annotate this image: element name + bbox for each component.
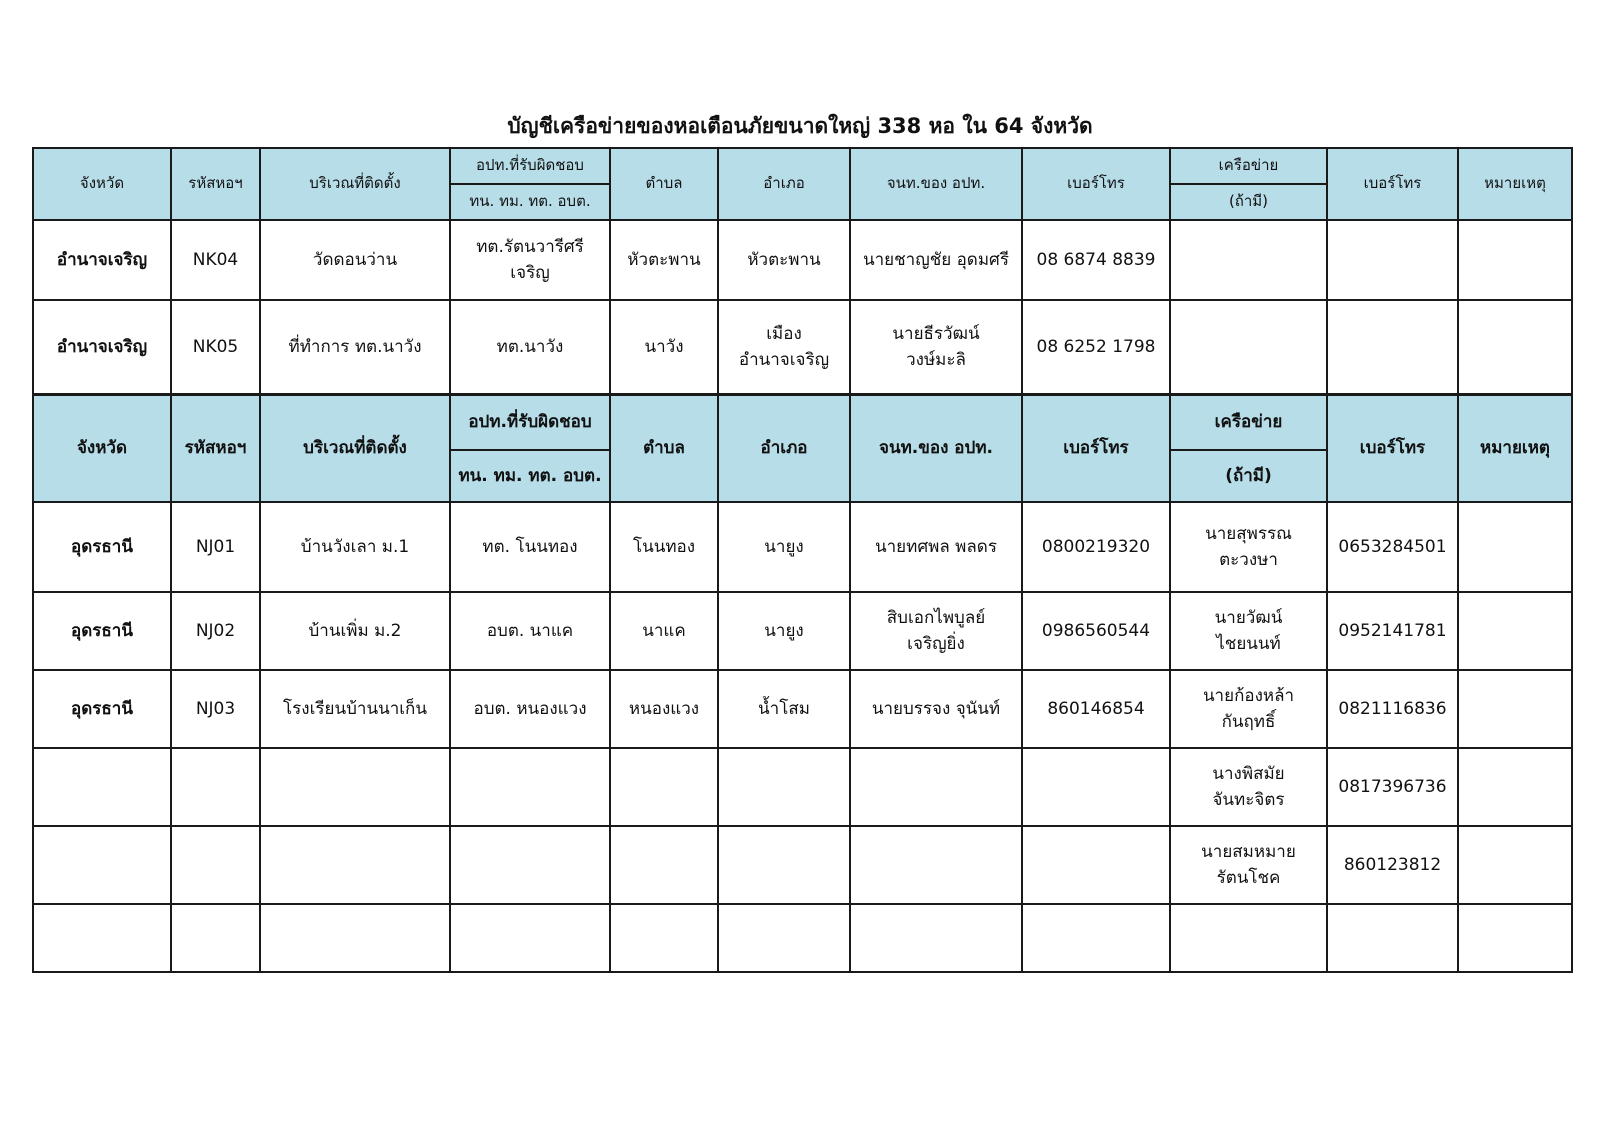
col-header-org-types: ทน. ทม. ทต. อบต. [450,184,610,220]
cell-phone [1022,748,1170,826]
cell-location: ที่ทำการ ทต.นาวัง [260,300,450,394]
col-header-officer: จนท.ของ อปท. [850,395,1022,502]
cell-network [1170,220,1327,300]
cell-network [1170,592,1327,670]
cell-officer-line1: สิบเอกไพบูลย์ [886,607,986,628]
cell-network-phone: 0952141781 [1327,592,1458,670]
col-header-location: บริเวณที่ติดตั้ง [260,148,450,220]
cell-district [718,748,850,826]
cell-tower-code: NJ02 [171,592,260,670]
cell-network-line2: รัตนโชค [1216,868,1281,888]
cell-network-line2: กันฤทธิ์ [1221,712,1276,732]
col-header-subdistrict: ตำบล [610,395,718,502]
cell-network-line2: จันทะจิตร [1212,790,1285,810]
cell-tower-code [171,904,260,972]
cell-district: นายูง [718,592,850,670]
col-header-subdistrict: ตำบล [610,148,718,220]
cell-location [260,748,450,826]
col-header-network: เครือข่าย [1170,395,1327,450]
cell-province [33,904,171,972]
cell-district [718,300,850,394]
cell-network [1170,826,1327,904]
cell-remarks [1458,670,1572,748]
cell-network [1170,748,1327,826]
cell-officer: นายบรรจง จุนันท์ [850,670,1022,748]
col-header-tower-code: รหัสหอฯ [171,395,260,502]
col-header-province: จังหวัด [33,148,171,220]
cell-org [450,220,610,300]
cell-network [1170,300,1327,394]
cell-officer [850,592,1022,670]
col-header-network-phone: เบอร์โทร [1327,395,1458,502]
network-table-amnat-charoen [32,147,1573,395]
cell-officer-line2: เจริญยิ่ง [907,634,965,654]
cell-phone: 0986560544 [1022,592,1170,670]
cell-tower-code [171,826,260,904]
cell-phone [1022,904,1170,972]
col-header-org: อปท.ที่รับผิดชอบ [450,148,610,184]
document-title: บัญชีเครือข่ายของหอเตือนภัยขนาดใหญ่ 338 หอ ใน 64 จังหวัด [507,114,1093,138]
col-header-phone: เบอร์โทร [1022,395,1170,502]
col-header-district: อำเภอ [718,148,850,220]
cell-province: อุดรธานี [33,592,171,670]
cell-network-phone [1327,220,1458,300]
cell-network-phone: 0653284501 [1327,502,1458,592]
cell-officer: นายชาญชัย อุดมศรี [850,220,1022,300]
col-header-location: บริเวณที่ติดตั้ง [260,395,450,502]
col-header-network: เครือข่าย [1170,148,1327,184]
cell-district [718,826,850,904]
header-row [33,148,1572,184]
cell-network-line1: นายสมหมาย [1201,841,1296,862]
cell-subdistrict: หัวตะพาน [610,220,718,300]
cell-tower-code: NJ03 [171,670,260,748]
cell-district: หัวตะพาน [718,220,850,300]
cell-province [33,826,171,904]
cell-province: อุดรธานี [33,670,171,748]
cell-remarks [1458,904,1572,972]
cell-officer [850,904,1022,972]
table-row [33,300,1572,394]
cell-subdistrict: โนนทอง [610,502,718,592]
cell-location: บ้านเพิ่ม ม.2 [260,592,450,670]
cell-officer [850,826,1022,904]
cell-remarks [1458,592,1572,670]
cell-phone: 08 6874 8839 [1022,220,1170,300]
cell-district-line1: เมือง [766,323,802,344]
cell-network-line1: นางพิสมัย [1212,763,1285,784]
cell-network [1170,904,1327,972]
cell-network-phone [1327,904,1458,972]
cell-network-phone: 0821116836 [1327,670,1458,748]
cell-remarks [1458,748,1572,826]
cell-org [450,904,610,972]
cell-province: อุดรธานี [33,502,171,592]
table-row [33,904,1572,972]
col-header-network-note: (ถ้ามี) [1170,184,1327,220]
col-header-district: อำเภอ [718,395,850,502]
cell-province: อำนาจเจริญ [33,300,171,394]
cell-network-line1: นายก้องหล้า [1202,685,1295,706]
cell-district: นายูง [718,502,850,592]
table-row [33,592,1572,670]
cell-officer [850,300,1022,394]
cell-location: วัดดอนว่าน [260,220,450,300]
col-header-phone: เบอร์โทร [1022,148,1170,220]
cell-org [450,826,610,904]
cell-subdistrict: หนองแวง [610,670,718,748]
col-header-network-note: (ถ้ามี) [1170,450,1327,502]
col-header-tower-code: รหัสหอฯ [171,148,260,220]
cell-org: อบต. หนองแวง [450,670,610,748]
cell-tower-code: NJ01 [171,502,260,592]
cell-tower-code [171,748,260,826]
cell-district-line2: อำนาจเจริญ [738,350,830,370]
col-header-network-phone: เบอร์โทร [1327,148,1458,220]
table-row [33,670,1572,748]
cell-tower-code: NK04 [171,220,260,300]
cell-district: น้ำโสม [718,670,850,748]
cell-district [718,904,850,972]
table-row [33,220,1572,300]
cell-subdistrict [610,904,718,972]
cell-org-line1: ทต.รัตนวารีศรี [476,236,584,257]
cell-org: ทต. โนนทอง [450,502,610,592]
col-header-province: จังหวัด [33,395,171,502]
cell-network-phone: 0817396736 [1327,748,1458,826]
cell-remarks [1458,502,1572,592]
col-header-org: อปท.ที่รับผิดชอบ [450,395,610,450]
cell-officer-line1: นายธีรวัฒน์ [892,323,980,344]
col-header-officer: จนท.ของ อปท. [850,148,1022,220]
network-table-udon-thani [32,394,1573,973]
table-row [33,826,1572,904]
cell-org: ทต.นาวัง [450,300,610,394]
cell-org [450,748,610,826]
cell-network-line1: นายสุพรรณ [1205,523,1292,544]
col-header-remarks: หมายเหตุ [1458,395,1572,502]
cell-officer [850,748,1022,826]
cell-network-line1: นายวัฒน์ [1214,607,1283,628]
cell-subdistrict: นาวัง [610,300,718,394]
cell-phone: 08 6252 1798 [1022,300,1170,394]
cell-location [260,904,450,972]
col-header-org-types: ทน. ทม. ทต. อบต. [450,450,610,502]
cell-officer-line2: วงษ์มะลิ [906,350,966,370]
col-header-remarks: หมายเหตุ [1458,148,1572,220]
cell-remarks [1458,300,1572,394]
cell-network-phone [1327,300,1458,394]
cell-subdistrict [610,748,718,826]
cell-phone: 860146854 [1022,670,1170,748]
cell-officer: นายทศพล พลดร [850,502,1022,592]
header-row [33,395,1572,450]
cell-network [1170,502,1327,592]
cell-province: อำนาจเจริญ [33,220,171,300]
cell-org-line2: เจริญ [510,263,550,283]
cell-tower-code: NK05 [171,300,260,394]
cell-network [1170,670,1327,748]
cell-province [33,748,171,826]
cell-remarks [1458,220,1572,300]
cell-location: บ้านวังเลา ม.1 [260,502,450,592]
cell-network-phone: 860123812 [1327,826,1458,904]
cell-location [260,826,450,904]
cell-org: อบต. นาแค [450,592,610,670]
cell-subdistrict [610,826,718,904]
cell-location: โรงเรียนบ้านนาเก็น [260,670,450,748]
cell-remarks [1458,826,1572,904]
cell-subdistrict: นาแค [610,592,718,670]
table-row [33,748,1572,826]
table-row [33,502,1572,592]
cell-network-line2: ไชยนนท์ [1216,634,1281,654]
cell-network-line2: ตะวงษา [1219,550,1278,570]
cell-phone: 0800219320 [1022,502,1170,592]
cell-phone [1022,826,1170,904]
